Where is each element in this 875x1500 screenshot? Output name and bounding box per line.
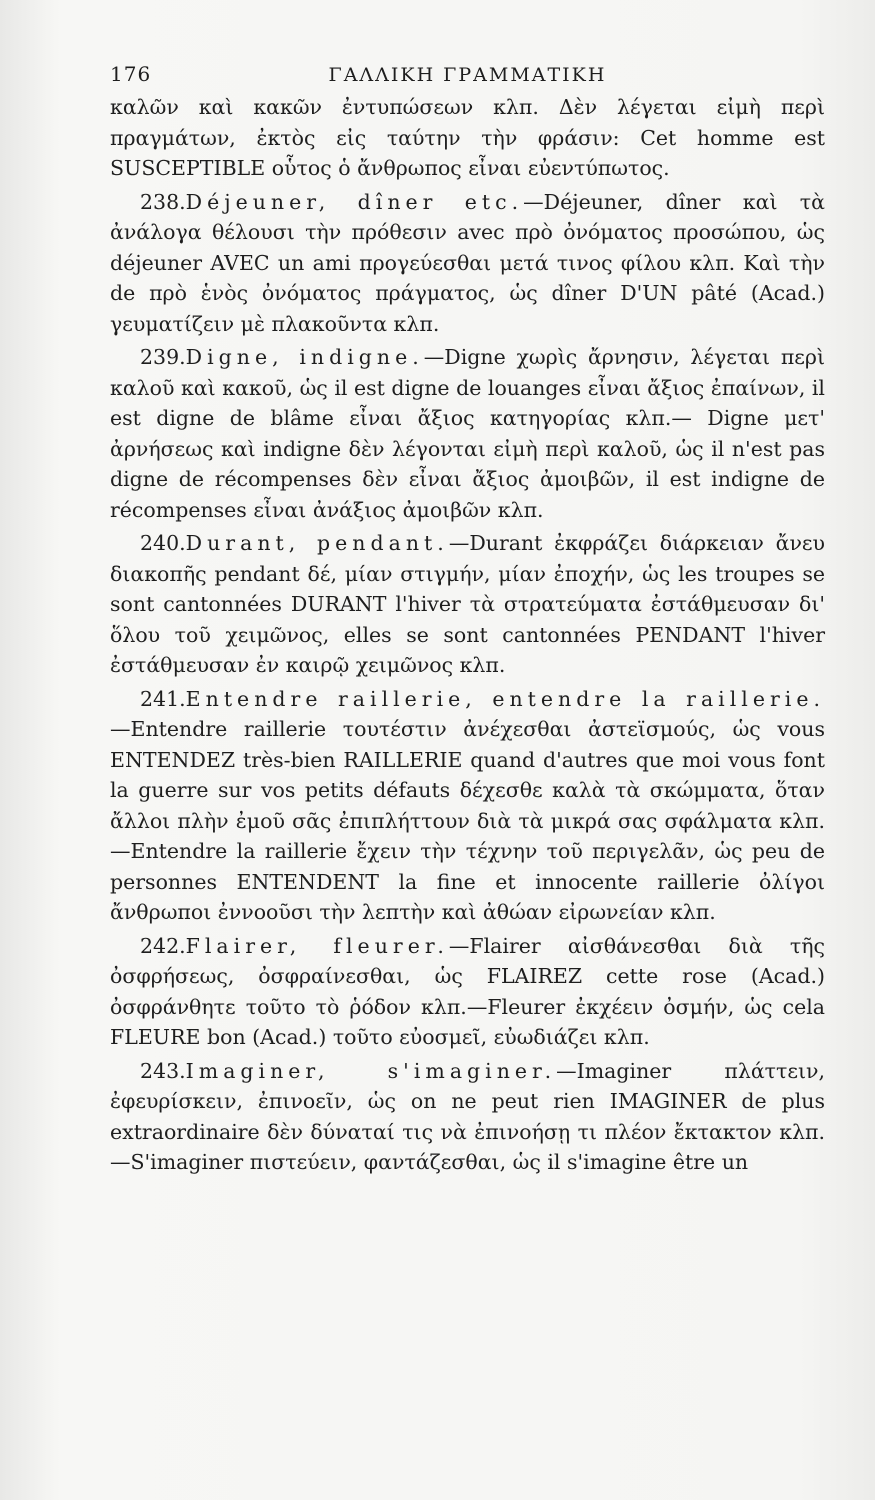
section-239 [110,342,825,525]
section-paragraph [110,187,825,340]
section-number: 240. [140,531,186,555]
section-242 [110,931,825,1053]
section-heading: Imaginer, s'imaginer. [185,1058,557,1083]
page-header [110,62,825,86]
section-body: —Durant ἐκφράζει διάρκειαν ἄνευ διακοπῆς pendant δέ, μίαν στιγμήν, μίαν ἐποχήν, ὡς les troupes se sont cantonnées DURANT l'hiver τὰ στρατεύματα ἐστάθμευσαν δι' ὅλου τοῦ χειμῶνος, elles se sont cantonnées PENDANT l'hiver ἐστάθμευσαν ἐν καιρῷ χειμῶνος κλπ. [110,531,825,677]
section-paragraph [110,1056,825,1178]
section-paragraph [110,342,825,525]
section-number: 238. [140,189,186,214]
section-heading: Digne, indigne. [185,345,424,369]
section-243 [110,1056,825,1178]
section-body: —Déjeuner, dîner καὶ τὰ ἀνάλογα θέλουσι τὴν πρόθεσιν avec πρὸ ὀνόματος προσώπου, ὡς déjeuner AVEC un ami προγεύεσθαι μετά τινος φίλου κλπ. Καὶ τὴν de πρὸ ἑνὸς ὀνόματος πράγματος, ὡς dîner D'UN pâté (Acad.) γευματίζειν μὲ πλακοῦντα κλπ. [110,189,825,336]
section-heading: Flairer, fleurer. [185,933,449,958]
running-title: ΓΑΛΛΙΚΗ ΓΡΑΜΜΑΤΙΚΗ [328,64,607,86]
section-body: —Entendre raillerie τουτέστιν ἀνέχεσθαι ἀστεϊσμούς, ὡς vous ENTENDEZ très-bien RAILLERIE quand d'autres que moi vous font la guerre sur vos petits défauts δέχεσθε καλὰ τὰ σκώμματα, ὅταν ἄλλοι πλὴν ἐμοῦ σᾶς ἐπιπλήττουν διὰ τὰ μικρά σας σφάλματα κλπ.—Entendre la raillerie ἔχειν τὴν τέχνην τοῦ περιγελᾶν, ὡς peu de personnes ENTENDENT la fine et innocente raillerie ὀλίγοι ἄνθρωποι ἐννοοῦσι τὴν λεπτὴν καὶ ἀθώαν εἰρωνείαν κλπ. [110,717,825,924]
section-number: 242. [140,933,186,958]
section-number: 243. [140,1058,186,1083]
section-heading: Durant, pendant. [185,531,449,555]
section-241 [110,684,825,928]
section-paragraph [110,684,825,928]
intro-paragraph: καλῶν καὶ κακῶν ἐντυπώσεων κλπ. Δὲν λέγεται εἰμὴ περὶ πραγμάτων, ἐκτὸς εἰς ταύτην τὴν φράσιν: Cet homme est SUSCEPTIBLE οὗτος ὁ ἄνθρωπος εἶναι εὐεντύπωτος. [110,95,825,180]
section-body: —Digne χωρὶς ἄρνησιν, λέγεται περὶ καλοῦ καὶ κακοῦ, ὡς il est digne de louanges εἶναι ἄξιος ἐπαίνων, il est digne de blâme εἶναι ἄξιος κατηγορίας κλπ.— Digne μετ' ἀρνήσεως καὶ indigne δὲν λέγονται εἰμὴ περὶ καλοῦ, ὡς il n'est pas digne de récompenses δὲν εἶναι ἄξιος ἀμοιβῶν, il est indigne de récompenses εἶναι ἀνάξιος ἀμοιβῶν κλπ. [110,345,825,522]
section-paragraph [110,931,825,1053]
section-240 [110,528,825,681]
section-body: —Flairer αἰσθάνεσθαι διὰ τῆς ὀσφρήσεως, ὀσφραίνεσθαι, ὡς FLAIREZ cette rose (Acad.) ὀσφράνθητε τοῦτο τὸ ῥόδον κλπ.—Fleurer ἐκχέειν ὀσμήν, ὡς cela FLEURE bon (Acad.) τοῦτο εὐοσμεῖ, εὐωδιάζει κλπ. [110,933,826,1049]
section-238 [110,187,825,340]
text-block [110,92,825,1178]
page-number: 176 [110,62,152,86]
section-heading: Déjeuner, dîner etc. [185,189,524,214]
section-paragraph [110,528,825,681]
section-heading: Entendre raillerie, entendre la raillerie. [185,686,825,711]
section-number: 241. [140,686,186,711]
section-body: —Imaginer πλάττειν, ἐφευρίσκειν, ἐπινοεῖν, ὡς on ne peut rien IMAGINER de plus extraordinaire δὲν δύναταί τις νὰ ἐπινοήσῃ τι πλέον ἔκτακτον κλπ. —S'imaginer πιστεύειν, φαντάζεσθαι, ὡς il s'imagine être un [110,1058,825,1174]
section-number: 239. [140,345,186,369]
